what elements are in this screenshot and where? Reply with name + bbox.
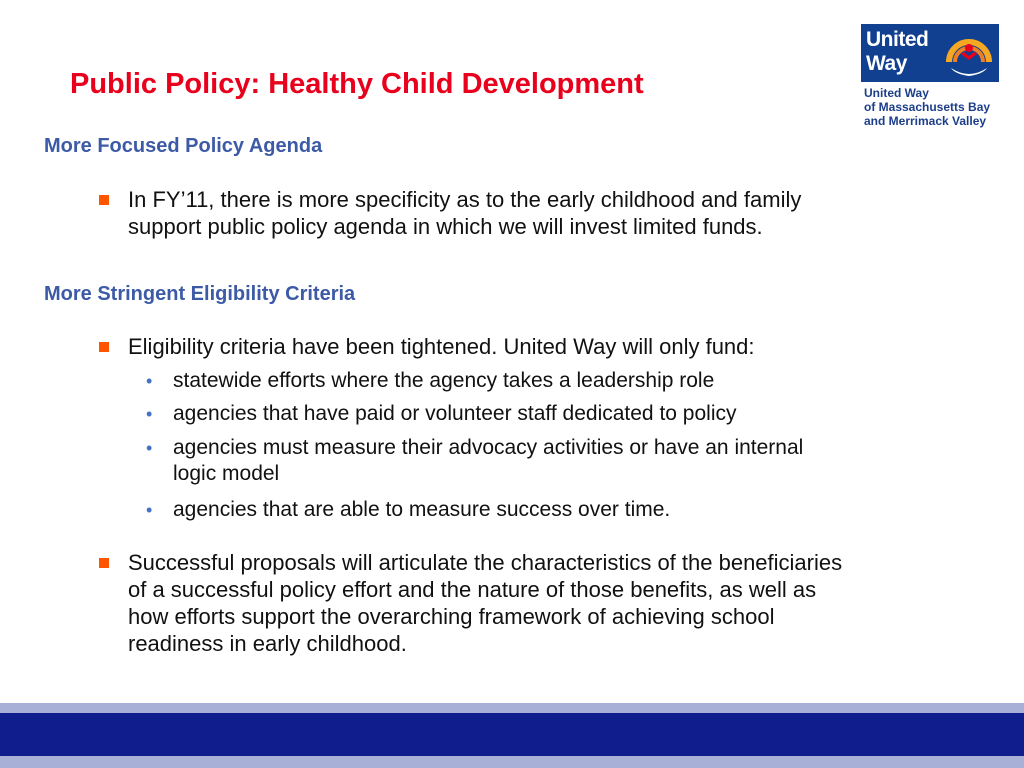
bullet-line: Successful proposals will articulate the characteristics of the beneficiaries — [128, 550, 843, 575]
bullet-item — [128, 549, 978, 657]
dot-bullet-icon: • — [146, 404, 153, 424]
sub-bullet-line: agencies that have paid or volunteer staff dedicated to policy — [173, 402, 737, 425]
footer-band-bottom — [0, 756, 1024, 768]
footer-band-light — [0, 703, 1024, 713]
logo-box — [861, 24, 999, 82]
bullet-line: of a successful policy effort and the nature of those benefits, as well as — [128, 577, 817, 602]
sub-bullet-item — [146, 435, 973, 487]
logo-word-way: Way — [866, 52, 907, 75]
bullet-line: support public policy agenda in which we will invest limited funds. — [128, 214, 763, 239]
logo-caption-line-2: of Massachusetts Bay — [864, 100, 991, 114]
sub-bullet-line: agencies must measure their advocacy activities or have an internal — [173, 436, 804, 459]
footer-band-dark — [0, 713, 1024, 756]
united-way-emblem-icon — [943, 28, 995, 80]
section-heading-eligibility-criteria: More Stringent Eligibility Criteria — [44, 283, 356, 305]
square-bullet-icon — [99, 195, 109, 205]
bullet-item — [128, 333, 978, 360]
logo-word-united: United — [866, 28, 929, 51]
square-bullet-icon — [99, 558, 109, 568]
sub-bullet-line: agencies that are able to measure success over time. — [173, 498, 671, 521]
dot-bullet-icon: • — [146, 500, 153, 520]
logo-caption-line-3: and Merrimack Valley — [864, 114, 987, 128]
section-heading-focused-agenda: More Focused Policy Agenda — [44, 135, 323, 157]
sub-bullet-line: logic model — [173, 462, 280, 485]
logo-caption-line-1: United Way — [864, 86, 929, 100]
sub-bullet-item — [146, 401, 973, 427]
square-bullet-icon — [99, 342, 109, 352]
slide-title: Public Policy: Healthy Child Development — [70, 68, 644, 100]
bullet-line: Eligibility criteria have been tightened. United Way will only fund: — [128, 334, 755, 359]
bullet-line: readiness in early childhood. — [128, 631, 407, 656]
sub-bullet-item — [146, 497, 973, 523]
united-way-logo — [861, 24, 1001, 134]
dot-bullet-icon: • — [146, 438, 153, 458]
sub-bullet-item — [146, 368, 973, 394]
dot-bullet-icon: • — [146, 371, 153, 391]
bullet-line: In FY’11, there is more specificity as to the early childhood and family — [128, 187, 802, 212]
bullet-item — [128, 186, 978, 240]
sub-bullet-line: statewide efforts where the agency takes a leadership role — [173, 369, 715, 392]
bullet-line: how efforts support the overarching framework of achieving school — [128, 604, 775, 629]
